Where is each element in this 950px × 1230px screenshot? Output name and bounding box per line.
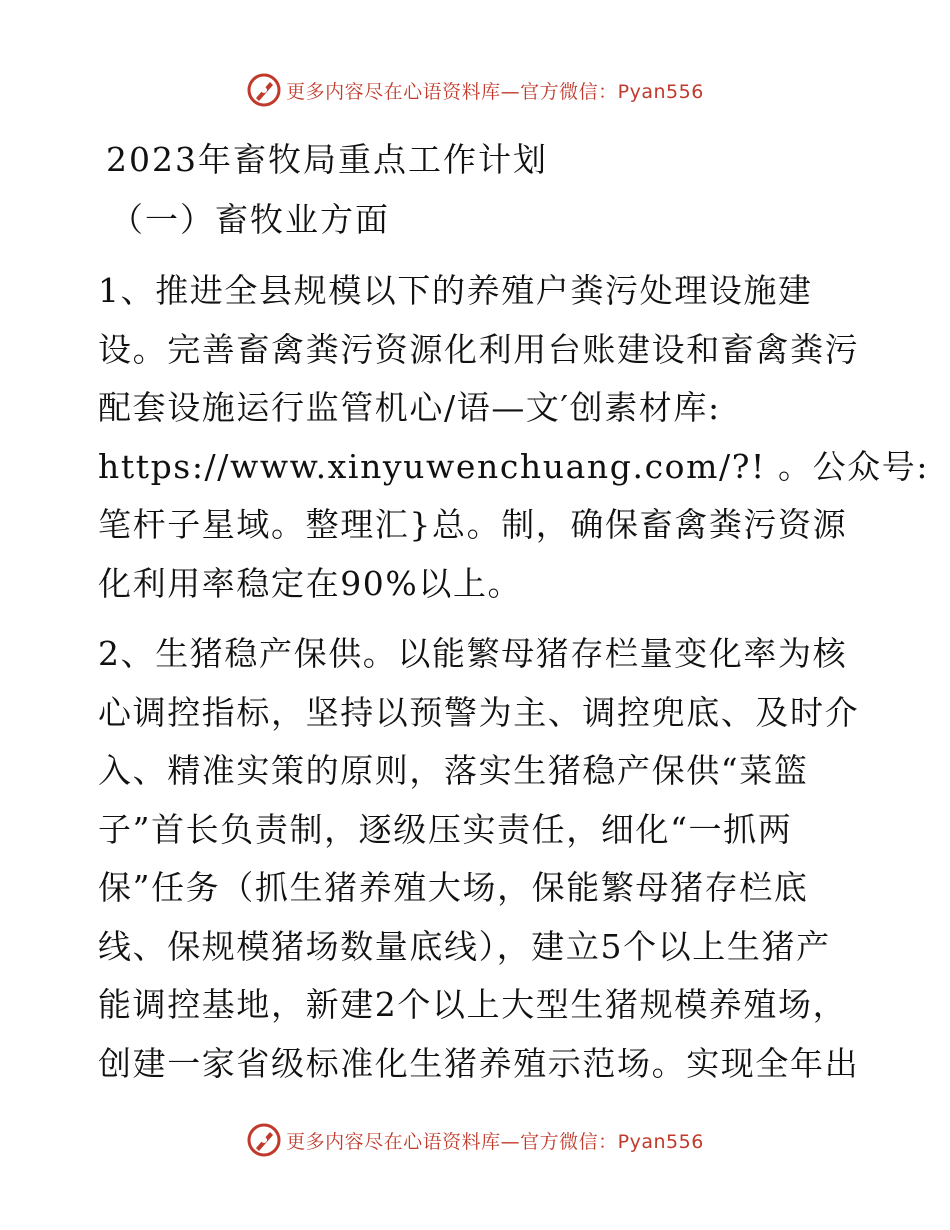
- paragraph-line: 保”任务（抓生猪养殖大场，保能繁母猪存栏底: [98, 868, 809, 907]
- paragraph-line: 创建一家省级标准化生猪养殖示范场。实现全年出: [98, 1043, 860, 1083]
- paragraph-1: [98, 262, 930, 613]
- pen-logo-icon: [246, 1122, 282, 1158]
- watermark-banner-bottom: [0, 1120, 950, 1160]
- pen-logo-icon: [246, 72, 282, 108]
- section-heading: （一）畜牧业方面: [110, 200, 390, 239]
- paragraph-line: 2、生猪稳产保供。以能繁母猪存栏量变化率为核: [98, 634, 848, 673]
- paragraph-line: 化利用率稳定在90%以上。: [98, 563, 523, 603]
- paragraph-line: 入、精准实策的原则，落实生猪稳产保供“菜篮: [98, 751, 809, 790]
- paragraph-line: 子”首长负责制，逐级压实责任，细化“一抓两: [98, 809, 793, 849]
- paragraph-2: [98, 625, 858, 1093]
- paragraph-line: https://www.xinyuwenchuang.com/?! 。公众号:: [98, 446, 930, 486]
- document-body: [98, 118, 930, 1093]
- paragraph-line: 笔杆子星域。整理汇}总。制，确保畜禽粪污资源: [98, 505, 848, 544]
- paragraph-line: 1、推进全县规模以下的养殖户粪污处理设施建: [98, 271, 813, 310]
- watermark-text: 更多内容尽在心语资料库—官方微信：Pyan556: [286, 80, 704, 103]
- paragraph-line: 心调控指标，坚持以预警为主、调控兜底、及时介: [98, 692, 860, 732]
- watermark-text: 更多内容尽在心语资料库—官方微信：Pyan556: [286, 1130, 704, 1153]
- paragraph-line: 配套设施运行监管机心/语—文′创素材库:: [98, 388, 721, 427]
- paragraph-line: 设。完善畜禽粪污资源化利用台账建设和畜禽粪污: [98, 329, 860, 369]
- watermark-banner-top: [0, 70, 950, 110]
- paragraph-line: 线、保规模猪场数量底线），建立5个以上生猪产: [98, 926, 831, 966]
- paragraph-line: 能调控基地，新建2个以上大型生猪规模养殖场，: [98, 985, 848, 1024]
- document-title: 2023年畜牧局重点工作计划: [106, 140, 548, 179]
